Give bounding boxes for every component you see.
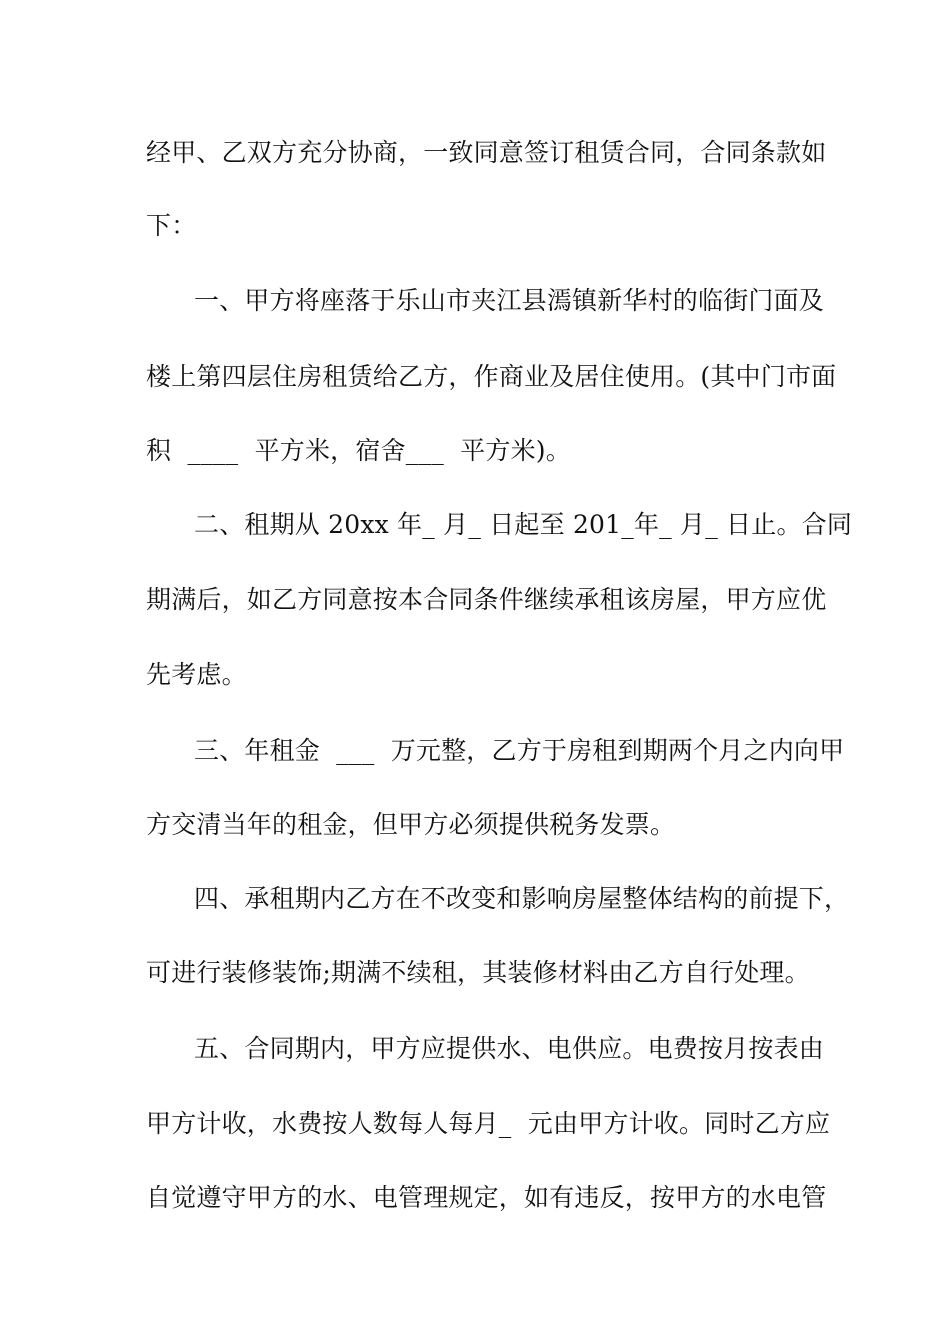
text-line: 下： — [146, 211, 197, 240]
paragraph-start-line: 三、年租金 ___ 万元整，乙方于房租到期两个月之内向甲 — [194, 736, 845, 765]
text-line: 可进行装修装饰;期满不续租，其装修材料由乙方自行处理。 — [146, 958, 810, 987]
paragraph-start-line: 四、承租期内乙方在不改变和影响房屋整体结构的前提下， — [194, 884, 850, 913]
paragraph-start-line: 五、合同期内，甲方应提供水、电供应。电费按月按表由 — [194, 1034, 825, 1063]
text-line: 期满后，如乙方同意按本合同条件继续承租该房屋，甲方应优 — [146, 585, 827, 614]
text-line: 先考虑。 — [146, 660, 247, 689]
paragraph-start-line: 二、租期从 20xx 年_ 月_ 日起至 201_年_ 月_ 日止。合同 — [194, 510, 853, 539]
text-line: 方交清当年的租金，但甲方必须提供税务发票。 — [146, 810, 676, 839]
paragraph-start-line: 一、甲方将座落于乐山市夹江县漹镇新华村的临街门面及 — [194, 286, 825, 315]
text-line: 积 ____ 平方米，宿舍___ 平方米)。 — [146, 436, 571, 465]
text-line: 经甲、乙双方充分协商，一致同意签订租赁合同，合同条款如 — [146, 138, 827, 167]
text-line: 甲方计收，水费按人数每人每月_ 元由甲方计收。同时乙方应 — [146, 1109, 831, 1138]
text-line: 自觉遵守甲方的水、电管理规定，如有违反，按甲方的水电管 — [146, 1183, 827, 1212]
text-line: 楼上第四层住房租赁给乙方，作商业及居住使用。(其中门市面 — [146, 362, 837, 391]
